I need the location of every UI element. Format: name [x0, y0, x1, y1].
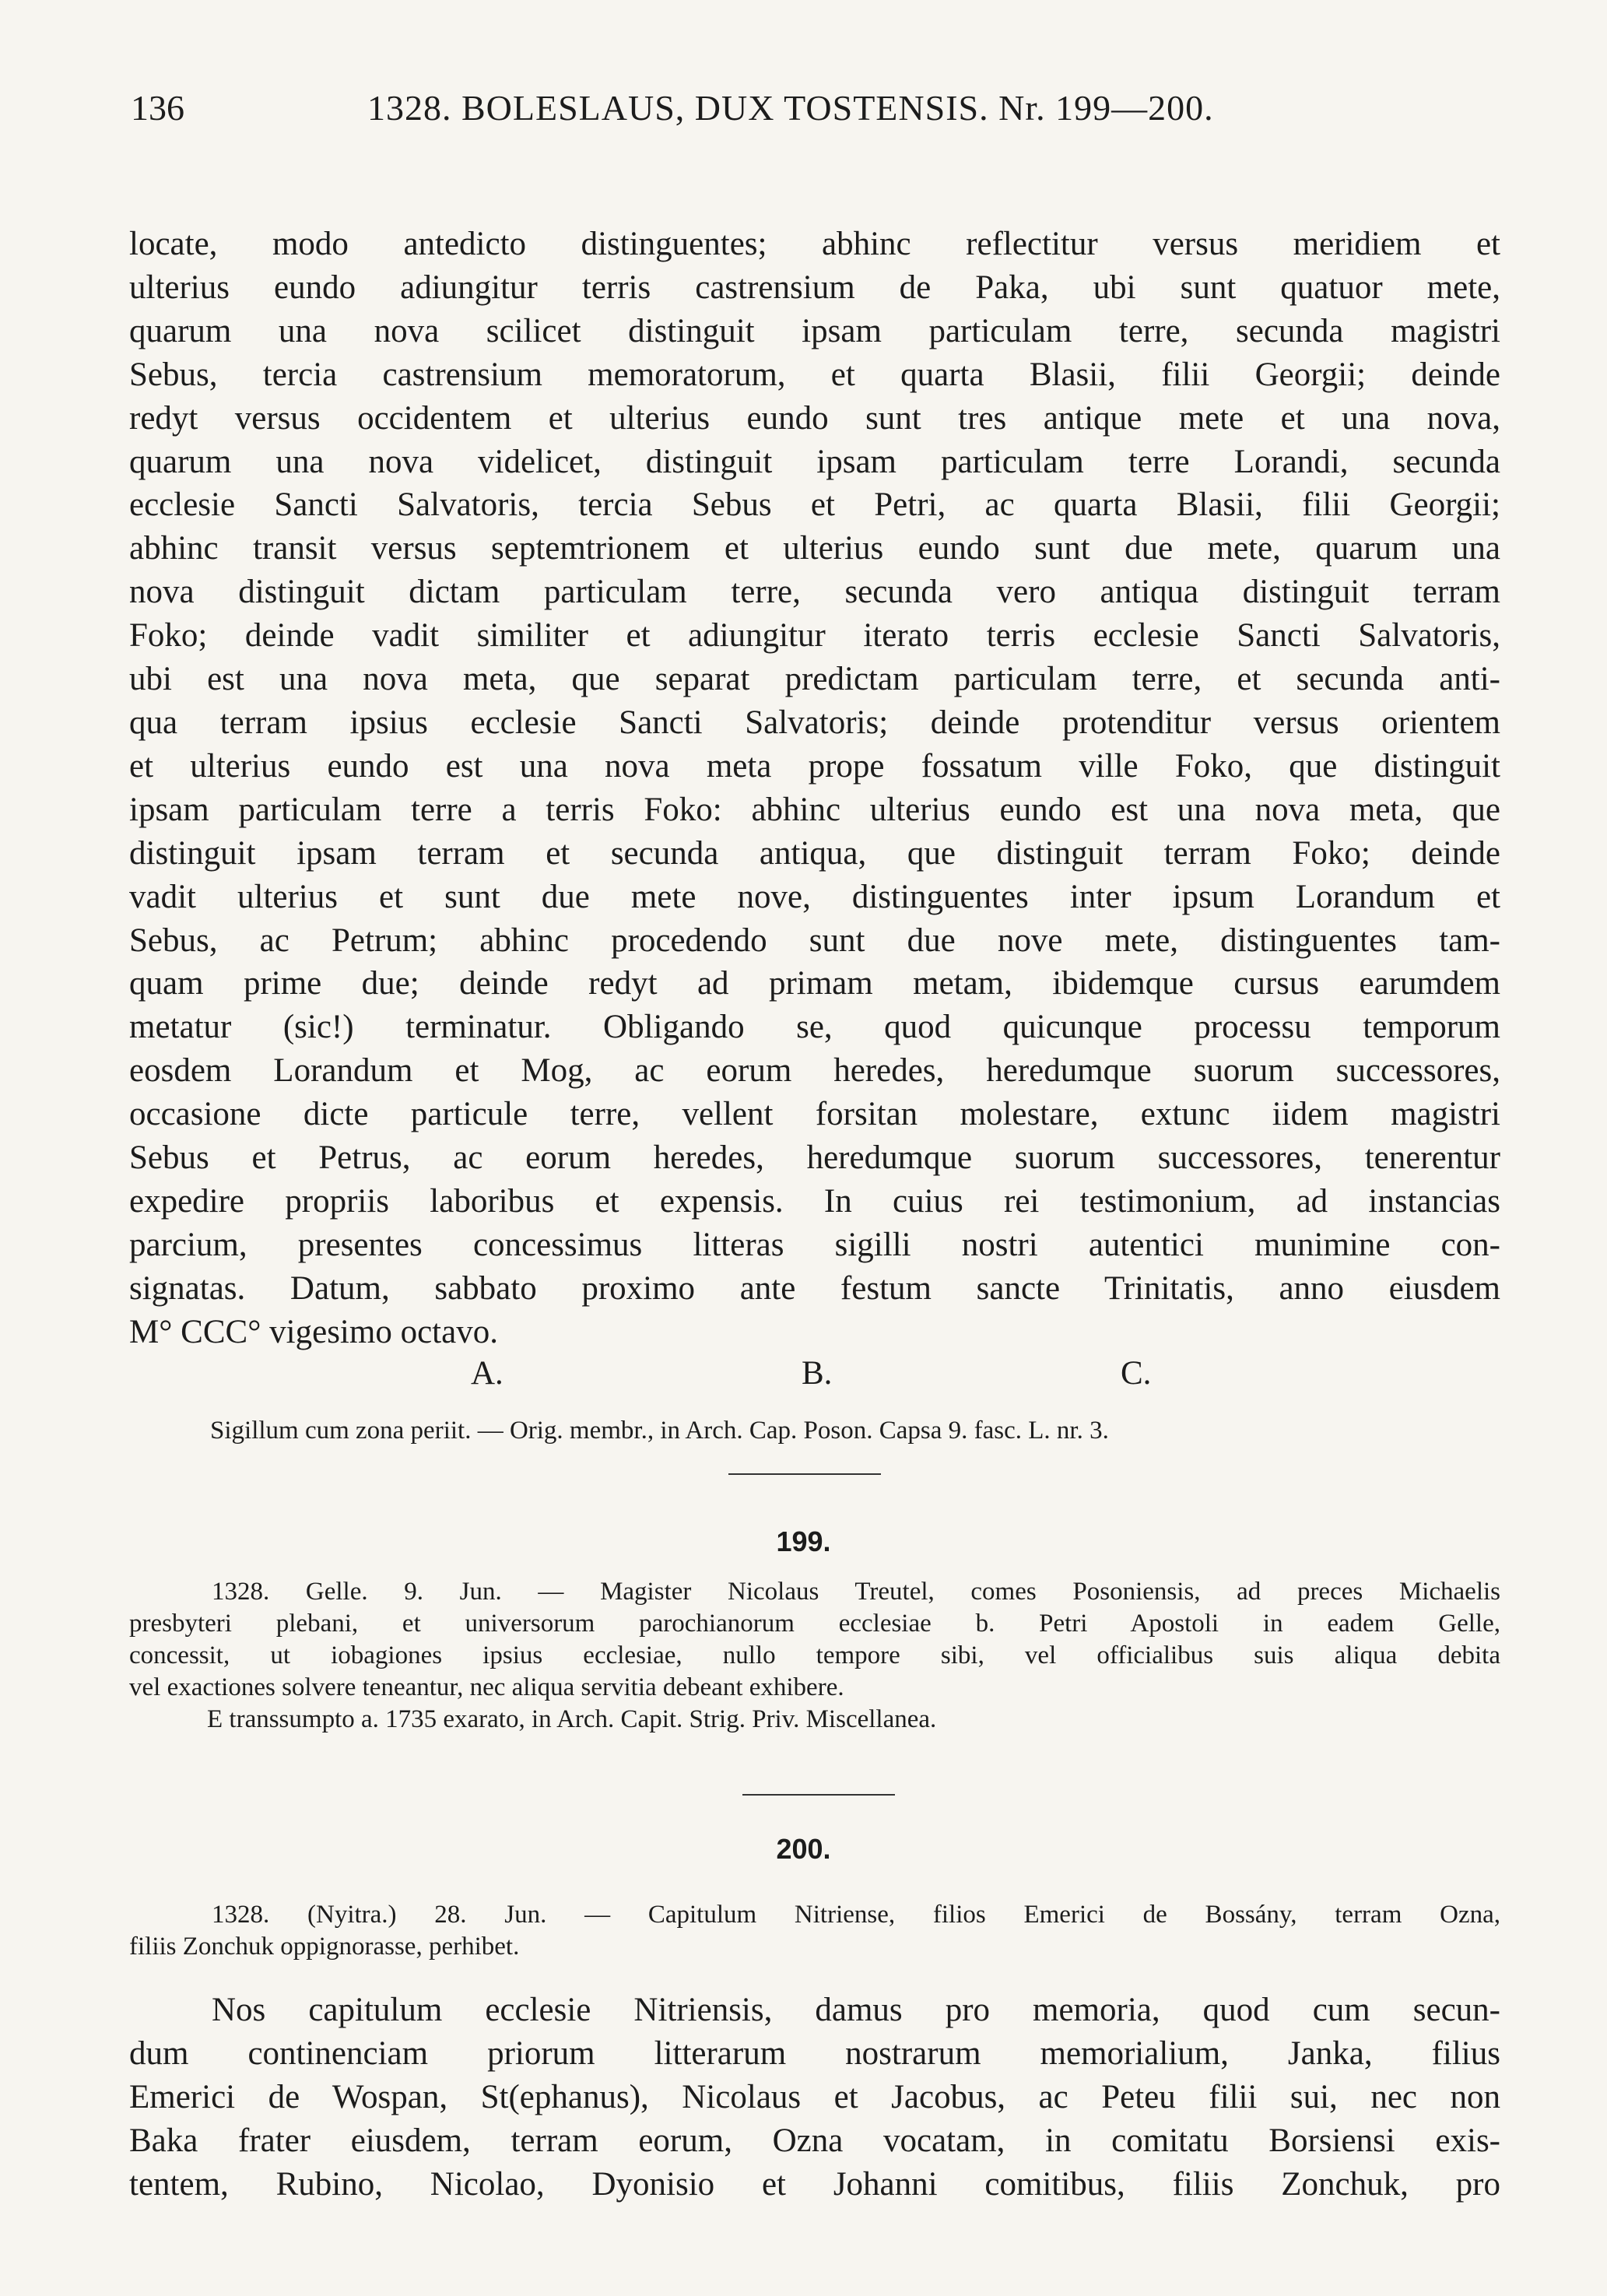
text-line: Sebus et Petrus, ac eorum heredes, heredumque suorum successores, tenerentur — [129, 1139, 1500, 1177]
doc200-text-block — [129, 1989, 1500, 2206]
text-line: ecclesie Sancti Salvatoris, tercia Sebus et Petri, ac quarta Blasii, filii Georgii; — [129, 486, 1500, 524]
text-line: M° CCC° vigesimo octavo. — [129, 1313, 498, 1350]
separator-rule — [728, 1473, 881, 1475]
text-line: distinguit ipsam terram et secunda antiqua, que distinguit terram Foko; deinde — [129, 834, 1500, 872]
text-line: Sebus, tercia castrensium memoratorum, et quarta Blasii, filii Georgii; deinde — [129, 356, 1500, 393]
text-line: quam prime due; deinde redyt ad primam metam, ibidemque cursus earumdem — [129, 965, 1500, 1002]
text-line: dum continenciam priorum litterarum nostrarum memorialium, Janka, filius — [129, 2034, 1500, 2072]
summary-line: vel exactiones solvere teneantur, nec aliqua servitia debeant exhibere. — [129, 1673, 844, 1701]
text-line: vadit ulterius et sunt due mete nove, distinguentes inter ipsum Lorandum et — [129, 878, 1500, 915]
text-line: Sebus, ac Petrum; abhinc procedendo sunt due nove mete, distinguentes tam- — [129, 922, 1500, 959]
document-number-200: 200. — [776, 1833, 831, 1865]
separator-rule — [742, 1794, 895, 1796]
text-line: nova distinguit dictam particulam terre, secunda vero antiqua distinguit terram — [129, 574, 1500, 611]
doc199-summary — [129, 1576, 1500, 1736]
summary-line: filiis Zonchuk oppignorasse, perhibet. — [129, 1933, 520, 1961]
document-number-199: 199. — [776, 1525, 831, 1557]
text-line: Foko; deinde vadit similiter et adiungitur iterato terris ecclesie Sancti Salvatoris, — [129, 617, 1500, 655]
summary-line: concessit, ut iobagiones ipsius ecclesiae, nullo tempore sibi, vel officialibus suis aliqua debita — [129, 1641, 1500, 1669]
text-line: metatur (sic!) terminatur. Obligando se, quod quicunque processu temporum — [129, 1009, 1500, 1046]
text-line: occasione dicte particule terre, vellent forsitan molestare, extunc iidem magistri — [129, 1096, 1500, 1133]
main-text-block — [129, 223, 1500, 1354]
text-line: ipsam particulam terre a terris Foko: abhinc ulterius eundo est una nova meta, que — [129, 791, 1500, 828]
text-line: locate, modo antedicto distinguentes; abhinc reflectitur versus meridiem et — [129, 226, 1500, 262]
running-title: 1328. BOLESLAUS, DUX TOSTENSIS. Nr. 199—200. — [367, 88, 1214, 128]
text-line: redyt versus occidentem et ulterius eundo sunt tres antique mete et una nova, — [129, 399, 1500, 437]
text-line: Emerici de Wospan, St(ephanus), Nicolaus et Jacobus, ac Peteu filii sui, nec non — [129, 2078, 1500, 2115]
text-line: abhinc transit versus septemtrionem et ulterius eundo sunt due mete, quarum una — [129, 530, 1500, 567]
text-line: quarum una nova videlicet, distinguit ipsam particulam terre Lorandi, secunda — [129, 443, 1500, 480]
text-line: Nos capitulum ecclesie Nitriensis, damus pro memoria, quod cum secun- — [212, 1992, 1500, 2028]
signature-mark-b: B. — [802, 1355, 833, 1392]
text-line: expedire propriis laboribus et expensis. In cuius rei testimonium, ad instancias — [129, 1182, 1500, 1220]
summary-line: 1328. Gelle. 9. Jun. — Magister Nicolaus Treutel, comes Posoniensis, ad preces Michaelis — [212, 1578, 1500, 1606]
text-line: parcium, presentes concessimus litteras sigilli nostri autentici munimine con- — [129, 1226, 1500, 1263]
text-line: signatas. Datum, sabbato proximo ante festum sancte Trinitatis, anno eiusdem — [129, 1269, 1500, 1307]
text-line: ulterius eundo adiungitur terris castrensium de Paka, ubi sunt quatuor mete, — [129, 269, 1500, 306]
text-line: quarum una nova scilicet distinguit ipsam particulam terre, secunda magistri — [129, 312, 1500, 349]
doc200-summary — [129, 1899, 1500, 1963]
text-line: ubi est una nova meta, que separat predictam particulam terre, et secunda anti- — [129, 661, 1500, 698]
sigillum-note: Sigillum cum zona periit. — Orig. membr., in Arch. Cap. Poson. Capsa 9. fasc. L. nr. 3. — [210, 1417, 1109, 1445]
text-line: et ulterius eundo est una nova meta prope fossatum ville Foko, que distinguit — [129, 747, 1500, 785]
text-line: tentem, Rubino, Nicolao, Dyonisio et Johanni comitibus, filiis Zonchuk, pro — [129, 2165, 1500, 2203]
page-header — [125, 87, 1510, 142]
doc199-source: E transsumpto a. 1735 exarato, in Arch. Capit. Strig. Priv. Miscellanea. — [207, 1705, 937, 1733]
text-line: Baka frater eiusdem, terram eorum, Ozna vocatam, in comitatu Borsiensi exis- — [129, 2122, 1500, 2159]
summary-line: presbyteri plebani, et universorum parochianorum ecclesiae b. Petri Apostoli in eadem Gelle, — [129, 1610, 1500, 1638]
signature-mark-a: A. — [471, 1355, 504, 1392]
summary-line: 1328. (Nyitra.) 28. Jun. — Capitulum Nitriense, filios Emerici de Bossány, terram Ozna, — [212, 1901, 1500, 1929]
signature-mark-c: C. — [1121, 1355, 1152, 1392]
text-line: qua terram ipsius ecclesie Sancti Salvatoris; deinde protenditur versus orientem — [129, 704, 1500, 741]
text-line: eosdem Lorandum et Mog, ac eorum heredes, heredumque suorum successores, — [129, 1052, 1500, 1090]
page-number: 136 — [131, 88, 184, 128]
